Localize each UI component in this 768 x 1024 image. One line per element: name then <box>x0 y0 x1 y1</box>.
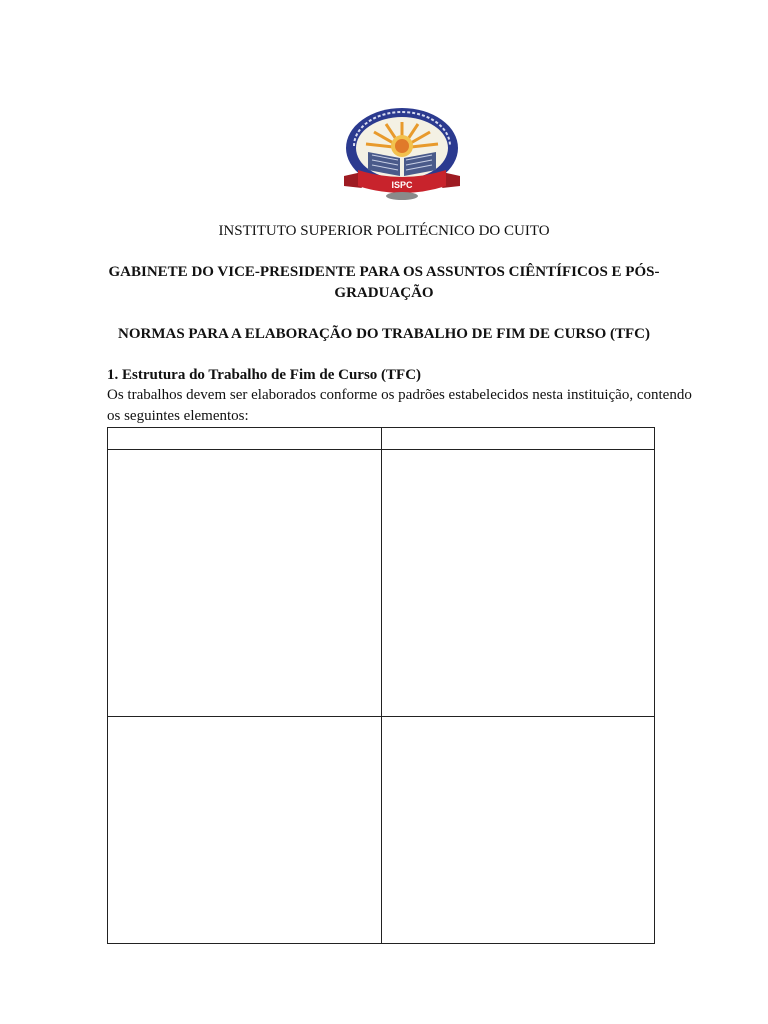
cabinet-title-line1: GABINETE DO VICE-PRESIDENTE PARA OS ASSUNTOS CIÊNTÍFICOS E PÓS- <box>108 264 660 280</box>
section-heading: 1. Estrutura do Trabalho de Fim de Curso (TFC) <box>107 367 422 383</box>
intro-paragraph <box>107 385 707 427</box>
institution-name: INSTITUTO SUPERIOR POLITÉCNICO DO CUITO <box>218 223 550 239</box>
cabinet-title-line2: GRADUAÇÃO <box>334 285 434 301</box>
table-cell <box>108 717 382 944</box>
intro-line2: os seguintes elementos: <box>107 408 249 424</box>
table-row <box>108 717 655 944</box>
table-header-cell <box>108 428 382 450</box>
table-cell <box>381 450 655 717</box>
ispc-logo <box>342 106 462 202</box>
svg-text:ISPC: ISPC <box>391 180 413 190</box>
table-header-row <box>108 428 655 450</box>
table-cell <box>108 450 382 717</box>
table-cell <box>381 717 655 944</box>
table-header-cell <box>381 428 655 450</box>
structure-table <box>107 427 655 944</box>
intro-line1: Os trabalhos devem ser elaborados conforme os padrões estabelecidos nesta instituição, contendo <box>107 387 692 403</box>
table-row <box>108 450 655 717</box>
cabinet-title <box>0 262 768 304</box>
document-title: NORMAS PARA A ELABORAÇÃO DO TRABALHO DE FIM DE CURSO (TFC) <box>118 326 650 342</box>
